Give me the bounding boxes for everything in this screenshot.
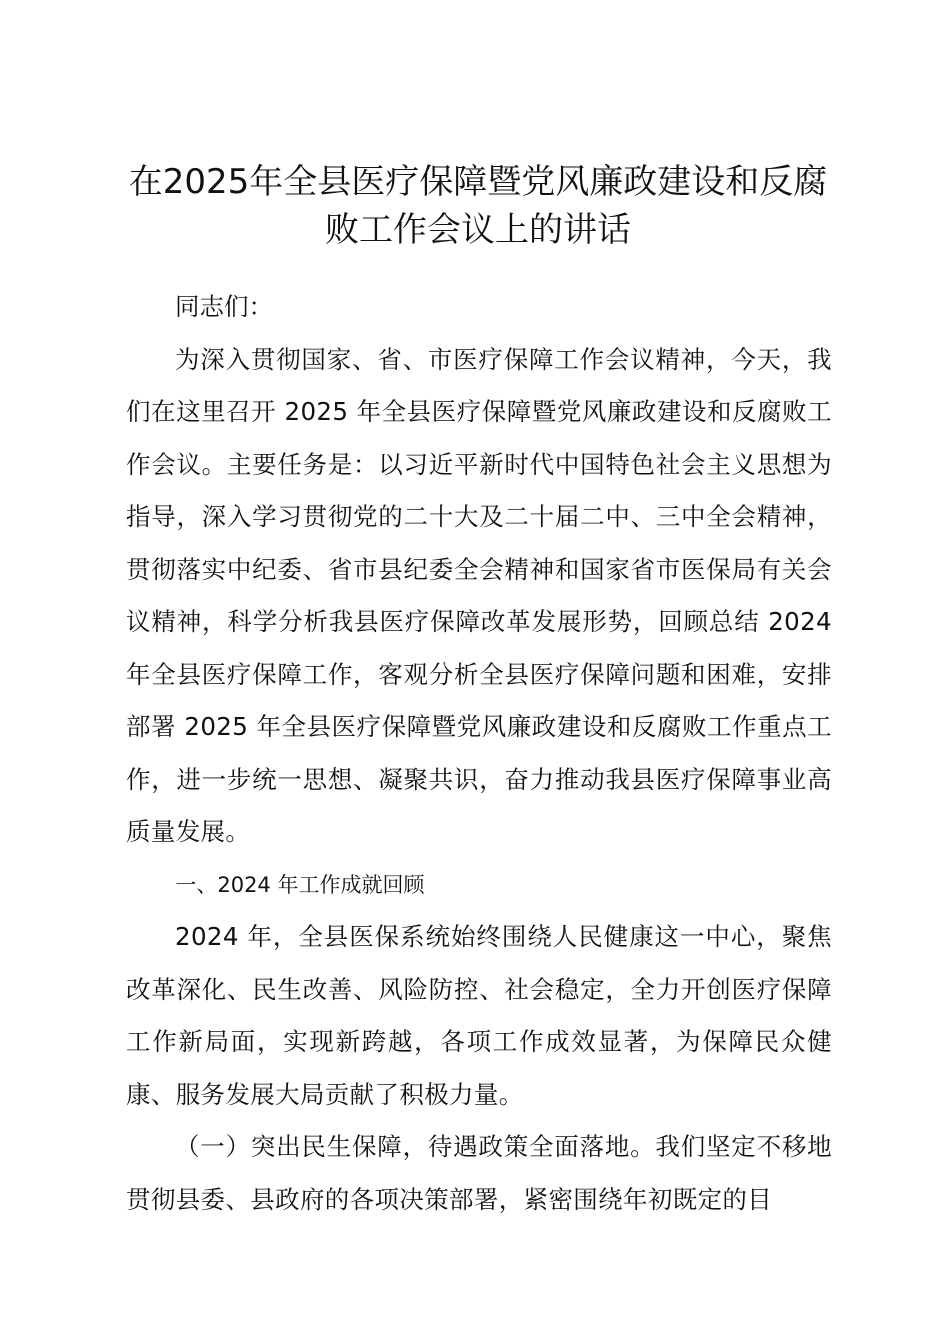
- subsection-paragraph: （一）突出民生保障，待遇政策全面落地。我们坚定不移地贯彻县委、县政府的各项决策部署，紧密围绕年初既定的目: [126, 1132, 832, 1214]
- section-paragraph: 2024 年，全县医保系统始终围绕人民健康这一中心，聚焦改革深化、民生改善、风险防控、社会稳定，全力开创医疗保障工作新局面，实现新跨越，各项工作成效显著，为保障民众健康、服务发展大局贡献了积极力量。: [126, 922, 832, 1109]
- document-body: [126, 281, 832, 1226]
- intro-paragraph: 为深入贯彻国家、省、市医疗保障工作会议精神，今天，我们在这里召开 2025 年全县医疗保障暨党风廉政建设和反腐败工作会议。主要任务是：以习近平新时代中国特色社会主义思想为指导，深入学习贯彻党的二十大及二十届二中、三中全会精神，贯彻落实中纪委、省市县纪委全会精神和国家省市医保局有关会议精神，科学分析我县医疗保障改革发展形势，回顾总结 2024 年全县医疗保障工作，客观分析全县医疗保障问题和困难，安排部署 2025 年全县医疗保障暨党风廉政建设和反腐败工作重点工作，进一步统一思想、凝聚共识，奋力推动我县医疗保障事业高质量发展。: [126, 344, 832, 846]
- salutation: 同志们：: [175, 292, 273, 321]
- section-heading: 一、2024 年工作成就回顾: [175, 872, 425, 897]
- document-title: 在2025年全县医疗保障暨党风廉政建设和反腐败工作会议上的讲话: [128, 162, 828, 250]
